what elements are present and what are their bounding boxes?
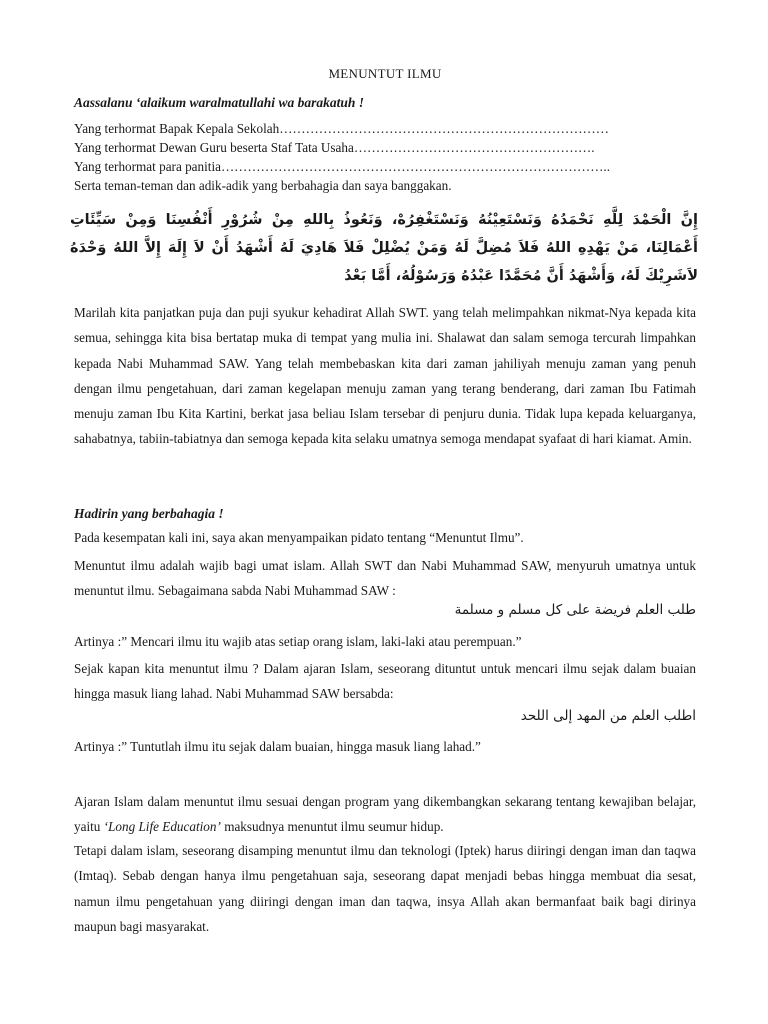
hadith-arabic: طلب العلم فريضة على كل مسلم و مسلمة <box>454 602 696 618</box>
salutation-line: Yang terhormat Dewan Guru beserta Staf Tata Usaha………………………………………………. <box>74 140 595 155</box>
hadith-meaning: Artinya :” Mencari ilmu itu wajib atas setiap orang islam, laki-laki atau perempuan.” <box>74 634 522 649</box>
section-heading: Hadirin yang berbahagia ! <box>74 506 224 521</box>
paragraph-since-when: Sejak kapan kita menuntut ilmu ? Dalam ajaran Islam, seseorang dituntut untuk mencari ilmu sejak dalam buaian hingga masuk liang lahad. Nabi Muhammad SAW bersabda: <box>74 661 696 702</box>
page-title: MENUNTUT ILMU <box>328 66 442 81</box>
paragraph-iman-taqwa: Tetapi dalam islam, seseorang disamping menuntut ilmu dan teknologi (Iptek) harus diiringi dengan iman dan taqwa (Imtaq). Sebab dengan hanya ilmu pengetahuan saja, seseorang dapat menjadi bebas hingga membuat dia sesat, namun ilmu pengetahuan yang diiringi dengan iman dan taqwa, insya Allah akan bermanfaat baik bagi dirinya maupun bagi masyarakat. <box>74 843 696 934</box>
text-run: maksudnya menuntut ilmu seumur hidup. <box>220 819 444 835</box>
hadith-arabic: اطلب العلم من المهد إلى اللحد <box>520 708 696 724</box>
salutation-line: Yang terhormat Bapak Kepala Sekolah………………………………………………………………… <box>74 121 609 136</box>
hadith-meaning: Artinya :” Tuntutlah ilmu itu sejak dalam buaian, hingga masuk liang lahad.” <box>74 739 481 754</box>
salutation-line: Yang terhormat para panitia…………………………………………………………………………….. <box>74 159 611 174</box>
opening-arabic-prayer: إِنَّ الْحَمْدَ لِلَّهِ نَحْمَدُهُ وَنَسْتَعِيْنُهُ وَنَسْتَغْفِرُهْ، وَنَعُوذُ بِاللهِ مِنْ شُرُوْرِ أَنْفُسِنَا وَمِنْ سَيِّئَاتِ أَعْمَالِنَا، مَنْ يَهْدِهِ اللهُ فَلاَ مُضِلَّ لَهُ وَمَنْ يُضْلِلْ فَلاَ هَادِيَ لَهُ أَشْهَدُ أَنْ لاَ إِلَهَ إِلاَّ اللهُ وَحْدَهُ لاَشَرِيْكَ لَهُ، وَأَشْهَدُ أَنَّ مُحَمَّدًا عَبْدُهُ وَرَسُوْلُهُ، أَمَّا بَعْدُ <box>70 212 698 284</box>
italic-phrase: ‘Long Life Education’ <box>103 819 221 835</box>
paragraph-long-life-education <box>74 789 696 840</box>
text-run: Ajaran Islam dalam menuntut ilmu sesuai dengan program yang dikembangkan sekarang tentang kewajiban belajar, yaitu <box>74 794 696 835</box>
intro-line: Pada kesempatan kali ini, saya akan menyampaikan pidato tentang “Menuntut Ilmu”. <box>74 530 524 545</box>
paragraph-obligation: Menuntut ilmu adalah wajib bagi umat islam. Allah SWT dan Nabi Muhammad SAW, menyuruh umatnya untuk menuntut ilmu. Sebagaimana sabda Nabi Muhammad SAW : <box>74 558 696 599</box>
greeting: Aassalanu ‘alaikum waralmatullahi wa barakatuh ! <box>74 95 364 110</box>
paragraph-opening: Marilah kita panjatkan puja dan puji syukur kehadirat Allah SWT. yang telah melimpahkan nikmat-Nya kepada kita semua, sehingga kita bisa bertatap muka di tempat yang mulia ini. Shalawat dan salam semoga tercurah limpahkan kepada Nabi Muhammad SAW. Yang telah membebaskan kita dari zaman jahiliyah menuju zaman yang penuh dengan ilmu pengetahuan, dari zaman kegelapan menuju zaman yang terang benderang, dari zaman Ibu Fatimah menuju zaman Ibu Kita Kartini, berkat jasa beliau Islam tersebar di penjuru dunia. Tidak lupa kepada keluarganya, sahabatnya, tabiin-tabiatnya dan semoga kepada kita selaku umatnya semoga mendapat syafaat di hari kiamat. Amin. <box>74 305 696 447</box>
salutation-line: Serta teman-teman dan adik-adik yang berbahagia dan saya banggakan. <box>74 178 452 193</box>
